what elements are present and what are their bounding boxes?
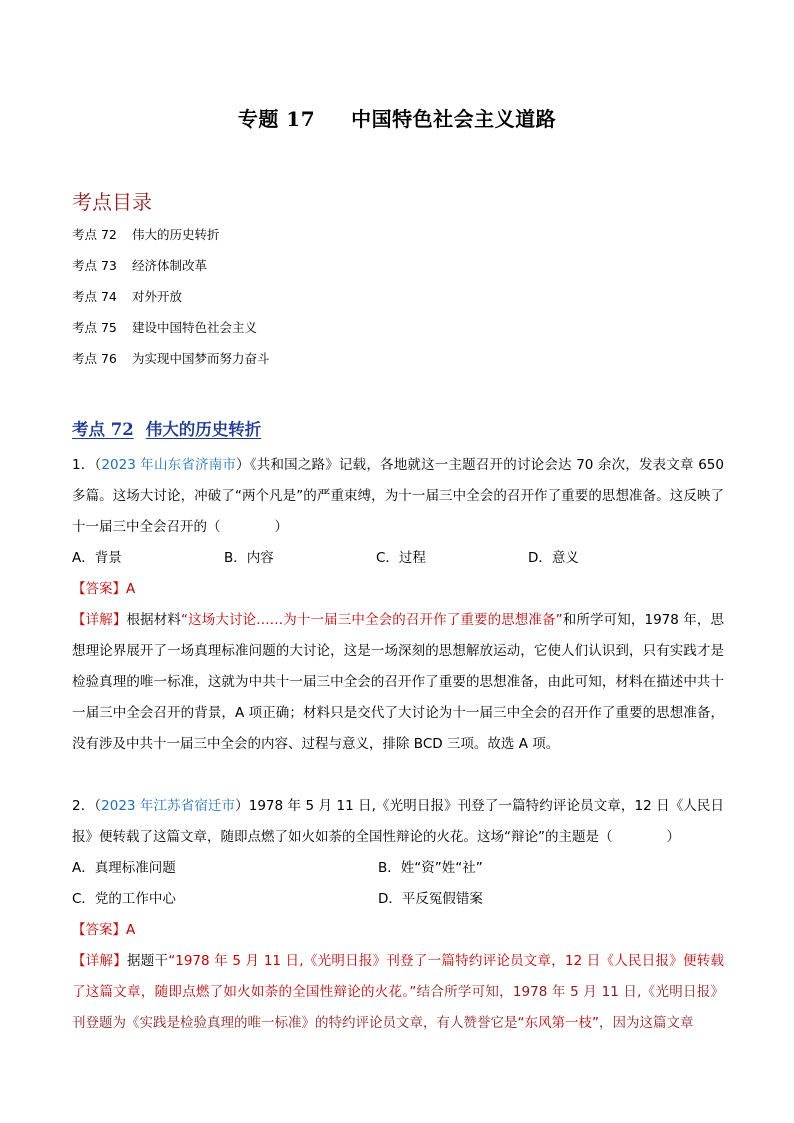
detail-text: ，因为这篇文章 [599,1015,694,1031]
section-name: 伟大的历史转折 [145,420,262,439]
question-2-answer [72,915,724,946]
option-d[interactable]: D．意义 [528,550,579,566]
toc-item[interactable] [72,350,270,381]
option-c[interactable]: C．党的工作中心 [72,891,176,907]
option-b[interactable]: B．内容 [224,550,274,566]
answer-label: 【答案】 [72,581,126,597]
topic-number: 专题 17 [237,107,316,131]
question-2-options-row-1 [72,853,724,884]
page-title [0,103,794,132]
question-2-detail [72,946,724,1039]
detail-quote: “1978 年 5 月 11 日,《光明日报》刊登了一篇特约评论员文章，12 日《人民日报》便转载了这篇文章，随即点燃了如火如荼的全国性辩论的火花。” [72,953,725,1000]
option-a[interactable]: A．真理标准问题 [72,860,176,876]
question-2 [72,791,724,1039]
option-a[interactable]: A．背景 [72,550,122,566]
toc-heading: 考点目录 [72,190,152,214]
toc-item-label: 经济体制改革 [132,258,208,273]
question-2-prefix: 2．（ [72,798,102,814]
detail-text: 和所学可知，1978 年，思想理论界展开了一场真理标准问题的大讨论，这是一场深刻的思想解放运动，它使人们认识到，只有实践才是检验真理的唯一标准，这就为中共十一届三中全会的召开作了重要的思想准备，由此可知，材料在描述中共十一届三中全会召开的背景，A 项正确；材料只是交代了大讨论为十一届三中全会的召开作了重要的思想准备，没有涉及中共十一届三中全会的内容、过程与意义，排除 BCD 三项。故选 A 项。 [72,612,725,752]
detail-text: 结合所学可知，1978 年 5 月 11 日,《光明日报》刊登题为《实践是检验真理的唯一标准》的特约评论员文章，有人赞誉它是 [72,984,724,1031]
answer-value: A [126,581,136,597]
section-number: 考点 72 [72,420,134,439]
detail-quote: “这场大讨论……为十一届三中全会的召开作了重要的思想准备” [180,612,563,628]
toc-item-number: 考点 76 [72,351,117,366]
toc-item-label: 为实现中国梦而努力奋斗 [132,351,270,366]
question-1-answer [72,574,724,605]
topic-name: 中国特色社会主义道路 [351,107,557,131]
question-1 [72,450,724,760]
detail-text: 据题干 [127,953,169,969]
toc-item-number: 考点 74 [72,289,117,304]
option-c[interactable]: C．过程 [376,550,426,566]
section-title [72,416,261,440]
question-1-stem-text: ）《共和国之路》记载，各地就这一主题召开的讨论会达 70 余次，发表文章 650 多篇。这场大讨论，冲破了“两个凡是”的严重束缚，为十一届三中全会的召开作了重要的思想准备。这反映了十一届三中全会召开的（ ） [72,457,724,535]
detail-text: 根据材料 [126,612,181,628]
question-2-stem [72,791,724,853]
question-2-options-row-2 [72,884,724,915]
option-d[interactable]: D．平反冤假错案 [378,891,483,907]
toc-item[interactable] [72,226,270,257]
detail-label: 【详解】 [72,953,127,969]
detail-label: 【详解】 [72,612,127,628]
toc-item[interactable] [72,257,270,288]
question-1-source: 2023 年山东省济南市 [101,457,237,473]
toc-item-label: 伟大的历史转折 [132,227,220,242]
question-1-options [72,543,724,574]
answer-label: 【答案】 [72,922,126,938]
toc-item-number: 考点 73 [72,258,117,273]
question-1-detail [72,605,724,760]
detail-quote: “东风第一枝” [517,1015,599,1031]
toc-item-number: 考点 72 [72,227,117,242]
question-2-stem-text: ）1978 年 5 月 11 日,《光明日报》刊登了一篇特约评论员文章，12 日《人民日报》便转载了这篇文章，随即点燃了如火如荼的全国性辩论的火花。这场“辩论”的主题是（ ） [72,798,724,845]
option-b[interactable]: B．姓“资”姓“社” [378,860,483,876]
answer-value: A [126,922,136,938]
question-1-stem [72,450,724,543]
toc-item-number: 考点 75 [72,320,117,335]
toc-item-label: 对外开放 [132,289,183,304]
toc-item[interactable] [72,319,270,350]
toc-item[interactable] [72,288,270,319]
toc-list [72,226,270,381]
question-2-source: 2023 年江苏省宿迁市 [101,798,236,814]
question-1-prefix: 1．（ [72,457,102,473]
toc-item-label: 建设中国特色社会主义 [132,320,258,335]
